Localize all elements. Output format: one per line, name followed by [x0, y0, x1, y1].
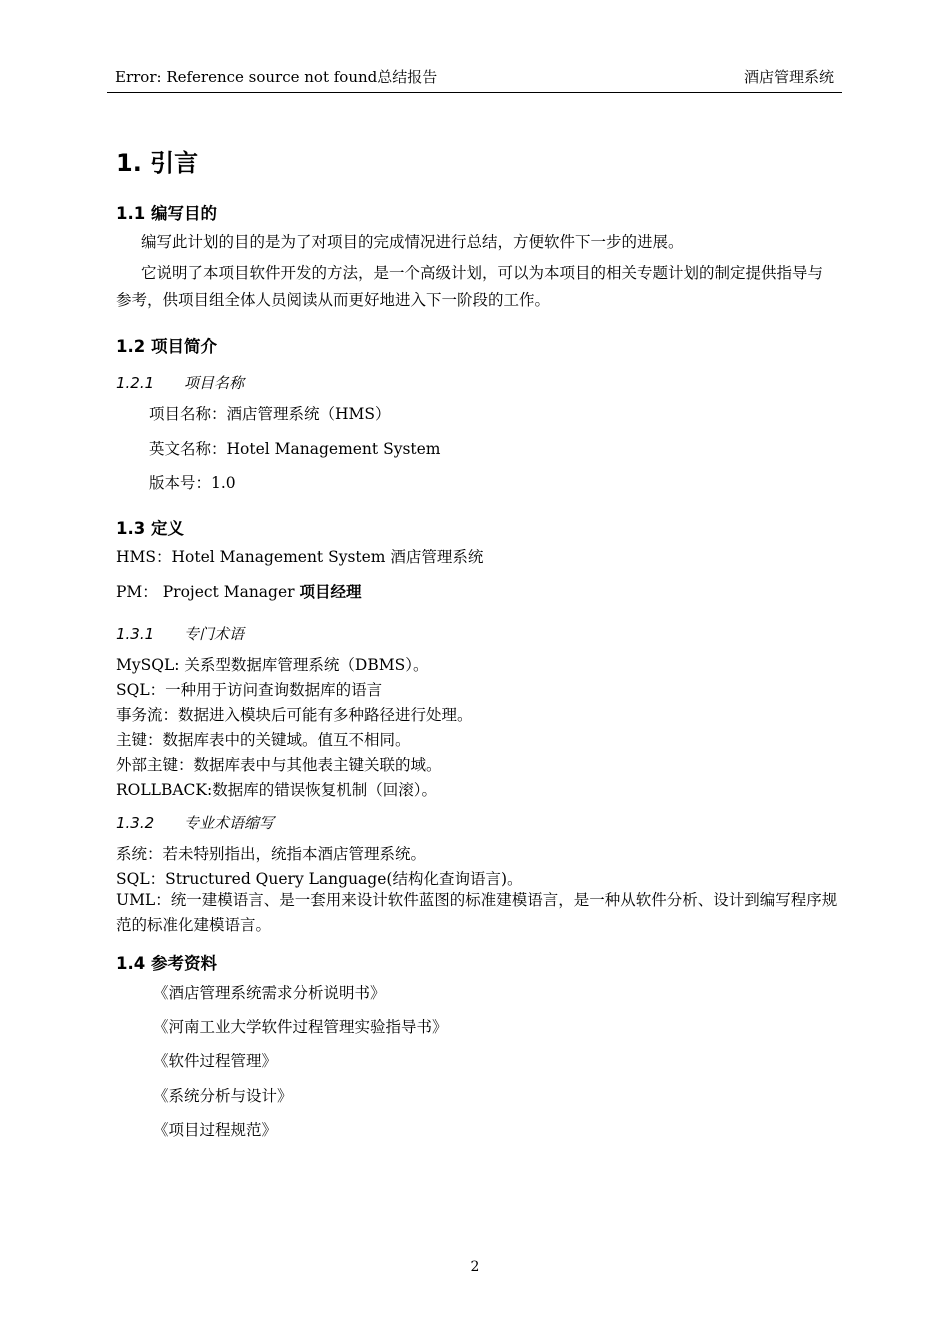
- definition-pm: [116, 580, 362, 602]
- page-header: [107, 66, 842, 93]
- term-item: MySQL: 关系型数据库管理系统（DBMS）。: [116, 656, 429, 674]
- english-name-line: 英文名称：Hotel Management System: [149, 440, 441, 458]
- abbreviation-item: 系统：若未特别指出，统指本酒店管理系统。: [116, 845, 427, 863]
- definition-pm-meaning: 项目经理: [299, 582, 362, 601]
- term-item: 主键：数据库表中的关键域。值互不相同。: [116, 731, 411, 749]
- abbreviation-item: SQL：Structured Query Language(结构化查询语言)。: [116, 870, 523, 888]
- term-item: SQL：一种用于访问查询数据库的语言: [116, 681, 383, 699]
- reference-item: 《项目过程规范》: [153, 1121, 278, 1139]
- subsection-heading-purpose: 1.1 编写目的: [116, 204, 217, 223]
- header-doc-title: Error: Reference source not found总结报告: [115, 68, 438, 86]
- purpose-paragraph-2: 它说明了本项目软件开发的方法，是一个高级计划，可以为本项目的相关专题计划的制定提供指导与参考，供项目组全体人员阅读从而更好地进入下一阶段的工作。: [116, 264, 824, 309]
- abbreviation-item: UML：统一建模语言、是一套用来设计软件蓝图的标准建模语言，是一种从软件分析、设计到编写程序规范的标准化建模语言。: [116, 891, 838, 934]
- page-number: 2: [470, 1259, 480, 1275]
- reference-item: 《软件过程管理》: [153, 1052, 278, 1070]
- subsubsection-title: 专门术语: [184, 625, 245, 643]
- subsection-heading-references: 1.4 参考资料: [116, 954, 217, 973]
- subsubsection-title: 项目名称: [184, 374, 245, 392]
- subsubsection-heading-abbreviations: [116, 812, 274, 833]
- subsubsection-heading-project-name: [116, 372, 244, 393]
- reference-item: 《河南工业大学软件过程管理实验指导书》: [153, 1018, 448, 1036]
- subsubsection-heading-terms: [116, 623, 244, 644]
- subsubsection-title: 专业术语缩写: [184, 814, 275, 832]
- subsubsection-number: 1.2.1: [116, 374, 155, 392]
- definition-hms: HMS：Hotel Management System 酒店管理系统: [116, 548, 484, 566]
- header-system-name: 酒店管理系统: [743, 68, 834, 86]
- purpose-paragraph-1: 编写此计划的目的是为了对项目的完成情况进行总结，方便软件下一步的进展。: [141, 233, 684, 251]
- term-item: 事务流：数据进入模块后可能有多种路径进行处理。: [116, 706, 473, 724]
- term-item: 外部主键：数据库表中与其他表主键关联的域。: [116, 756, 442, 774]
- section-heading-introduction: 1. 引言: [116, 149, 199, 177]
- subsubsection-number: 1.3.1: [116, 625, 155, 643]
- reference-item: 《系统分析与设计》: [153, 1087, 293, 1105]
- subsection-heading-definitions: 1.3 定义: [116, 519, 184, 538]
- subsection-heading-overview: 1.2 项目简介: [116, 337, 217, 356]
- subsubsection-number: 1.3.2: [116, 814, 155, 832]
- version-line: 版本号：1.0: [149, 474, 236, 492]
- term-item: ROLLBACK:数据库的错误恢复机制（回滚）。: [116, 781, 437, 799]
- definition-pm-term: PM： Project Manager: [116, 583, 300, 601]
- reference-item: 《酒店管理系统需求分析说明书》: [153, 984, 386, 1002]
- project-name-line: 项目名称：酒店管理系统（HMS）: [149, 405, 391, 423]
